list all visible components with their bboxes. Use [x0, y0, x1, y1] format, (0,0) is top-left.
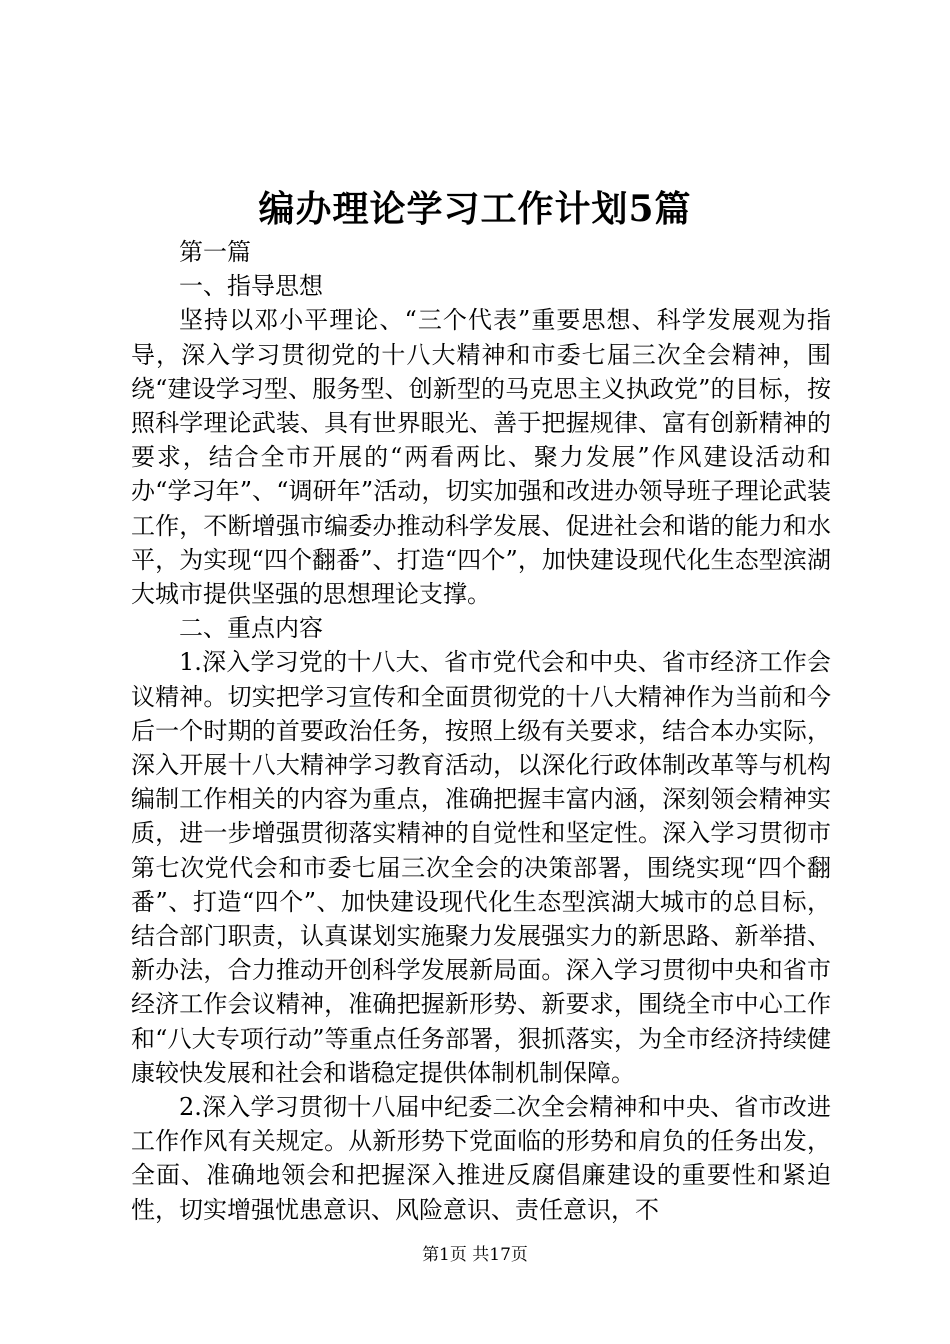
- section-heading-first-part: 第一篇: [179, 238, 251, 266]
- document-body: [131, 235, 831, 1227]
- page-number-footer: 第1页 共17页: [422, 1245, 528, 1265]
- paragraph-key-content-1: 1.深入学习党的十八大、省市党代会和中央、省市经济工作会议精神。切实把学习宣传和全面贯彻党的十八大精神作为当前和今后一个时期的首要政治任务，按照上级有关要求，结合本办实际，深入开展十八大精神学习教育活动，以深化行政体制改革等与机构编制工作相关的内容为重点，准确把握丰富内涵，深刻领会精神实质，进一步增强贯彻落实精神的自觉性和坚定性。深入学习贯彻市第七次党代会和市委七届三次全会的决策部署，围绕实现“四个翻番”、打造“四个”、加快建设现代化生态型滨湖大城市的总目标，结合部门职责，认真谋划实施聚力发展强实力的新思路、新举措、新办法，合力推动开创科学发展新局面。深入学习贯彻中央和省市经济工作会议精神，准确把握新形势、新要求，围绕全市中心工作和“八大专项行动”等重点任务部署，狠抓落实，为全市经济持续健康较快发展和社会和谐稳定提供体制机制保障。: [131, 648, 831, 1087]
- paragraph-guiding-ideology: 坚持以邓小平理论、“三个代表”重要思想、科学发展观为指导，深入学习贯彻党的十八大精神和市委七届三次全会精神，围绕“建设学习型、服务型、创新型的马克思主义执政党”的目标，按照科学理论武装、具有世界眼光、善于把握规律、富有创新精神的要求，结合全市开展的“两看两比、聚力发展”作风建设活动和办“学习年”、“调研年”活动，切实加强和改进办领导班子理论武装工作，不断增强市编委办推动科学发展、促进社会和谐的能力和水平，为实现“四个翻番”、打造“四个”，加快建设现代化生态型滨湖大城市提供坚强的思想理论支撑。: [131, 306, 831, 609]
- section-heading-key-content: 二、重点内容: [179, 614, 323, 643]
- section-heading-guiding-ideology: 一、指导思想: [179, 272, 323, 301]
- paragraph-key-content-2: 2.深入学习贯彻十八届中纪委二次全会精神和中央、省市改进工作作风有关规定。从新形势下党面临的形势和肩负的任务出发，全面、准确地领会和把握深入推进反腐倡廉建设的重要性和紧迫性，切实增强忧患意识、风险意识、责任意识，不: [131, 1093, 831, 1224]
- document-title: 编办理论学习工作计划5篇: [258, 188, 692, 230]
